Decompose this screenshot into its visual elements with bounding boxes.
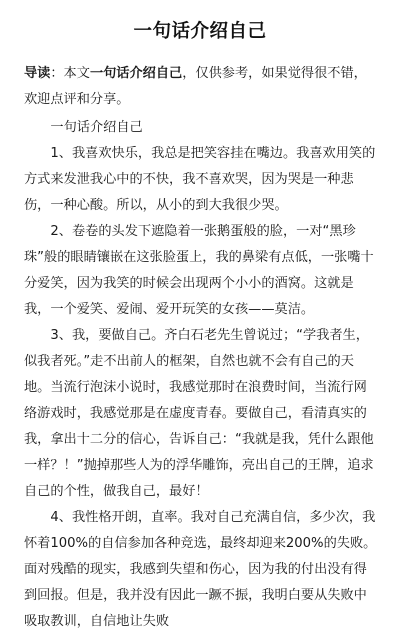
section-subheading: 一句话介绍自己 [50, 120, 143, 135]
intro-lead: 导读 [24, 66, 51, 81]
intro-paragraph [24, 61, 379, 113]
paragraph-4: 4、我性格开朗，直率。我对自己充满自信，多少次，我怀着100%的自信参加各种竞选，最终却迎来200%的失败。面对残酷的现实，我感到失望和伤心，因为我的付出没有得到回报。但是，我并没有因此一蹶不振，我明白要从失败中吸取教训，自信地让失败 [24, 510, 377, 629]
intro-highlight: 一句话介绍自己 [89, 66, 183, 81]
intro-colon: ：本文 [50, 66, 90, 81]
paragraph-1: 1、我喜欢快乐，我总是把笑容挂在嘴边。我喜欢用笑的方式来发泄我心中的不快，我不喜欢哭，因为哭是一种悲伤，一种心酸。所以，从小的到大我很少哭。 [24, 146, 376, 213]
paragraph-2: 2、卷卷的头发下遮隐着一张鹅蛋般的脸，一对“黑珍珠”般的眼睛镶嵌在这张脸蛋上，我的鼻梁有点低，一张嘴十分爱笑，因为我笑的时候会出现两个小小的酒窝。这就是我，一个爱笑、爱闹、爱开玩笑的女孩——莫洁。 [24, 224, 374, 317]
paragraph-3: 3、我，要做自己。齐白石老先生曾说过；“学我者生，似我者死。”走不出前人的框架，自然也就不会有自己的天地。当流行泡沫小说时，我感觉那时在浪费时间，当流行网络游戏时，我感觉那是在虚度青春。要做自己，看清真实的我，拿出十二分的信心，告诉自己：“我就是我，凭什么跟他一样？！”抛掉那些人为的浮华雕饰，亮出自己的王牌，追求自己的个性，做我自己，最好！ [24, 328, 374, 499]
intro-rest: ，仅供参考，如果觉得很不错，欢迎点评和分享。 [24, 66, 367, 107]
document-body [24, 61, 379, 635]
document-title: 一句话介绍自己 [133, 21, 267, 42]
